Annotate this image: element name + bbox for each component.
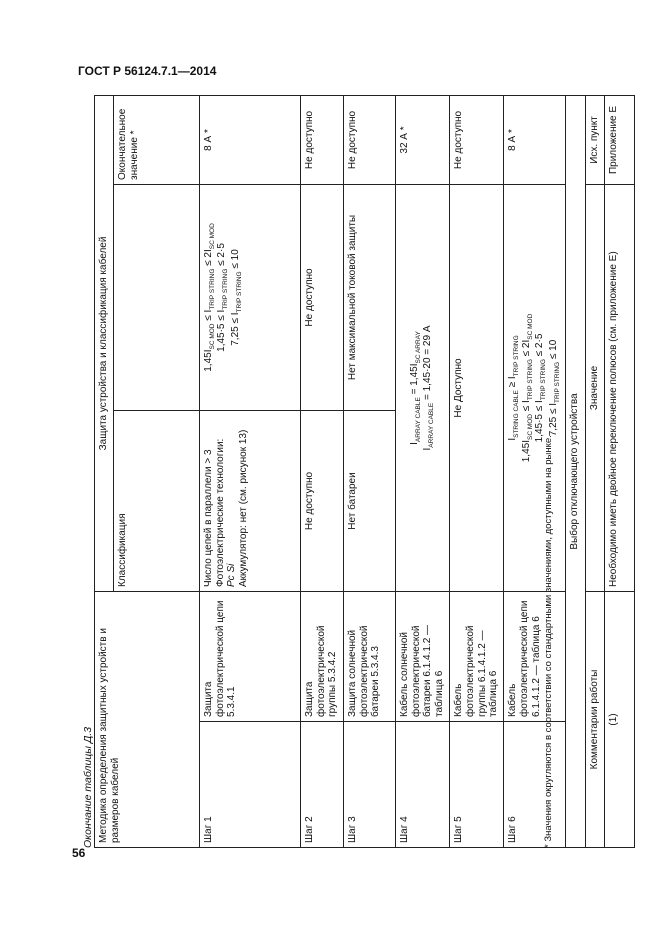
table-continuation-caption: Окончание таблицы Д.3 [82,726,94,848]
step-cell: Шаг 6 [504,722,566,848]
final-value-cell: 8 А * [504,95,566,184]
final-value-cell: Не доступно [300,95,343,184]
value-cell: Нет максимальной токовой защиты [343,184,395,410]
final-value-cell: 32 А * [395,95,449,184]
step-cell: Шаг 4 [395,722,449,848]
desc-cell: Защита солнечной фотоэлектрической батареи 5.3.4.3 [343,591,395,721]
comment-cell: (1) [604,591,634,847]
page-number: 56 [72,846,86,860]
value-cell: Необходимо иметь двойное переключение полюсов (см. приложение Е) [604,184,634,591]
method-header: Методика определения защитных устройств и размеров кабелей [95,591,200,847]
table-row [449,95,503,847]
desc-cell: Защита фотоэлектрической цепи 5.3.4.1 [199,591,300,721]
desc-cell: Защита фотоэлектрической группы 5.3.4.2 [300,591,343,721]
final-value-cell: 8 А * [199,95,300,184]
table-row [395,95,449,847]
value-formula-cell: $I_{ARRAY CABLE} = 1,45I_{SC ARRAY}$ $I_{ARRAY CABLE} = 1,45\cdot 20 = 29$ А [395,184,449,591]
device-selection-header: Выбор отключающего устройства [565,95,585,847]
protection-group-header: Защита устройства и классификация кабелей [95,95,114,591]
rotated-table-block [82,96,619,848]
final-value-cell: Не доступно [449,95,503,184]
document-header: ГОСТ Р 56124.7.1—2014 [78,64,217,78]
step-cell: Шаг 1 [199,722,300,848]
table-row [199,95,300,847]
value-formula-cell: $1,45I_{SC MOD} \le I_{TRIP STRING} \le 2I_{SC MOD}$ $1,45\cdot 5 \le I_{TRIP STRING} \le 2\cdot 5$ $7,25 \le I_{TRIP STRING} \le 10$ [199,184,300,410]
table-row [504,95,566,847]
classification-cell: Не доступно [300,410,343,591]
value-formula-cell: $I_{STRING CABLE} \ge I_{TRIP STRING}$ $1,45I_{SC MOD} \le I_{TRIP STRING} \le 2I_{SC MOD}$ $1,45\cdot 5 \le I_{TRIP STRING} \le 2\cdot 5$ $7,25 \le I_{TRIP STRING} \le 10$ [504,184,566,591]
classification-cell: Число цепей в параллели > 3 Фотоэлектрические технологии: Pc Si Аккумулятор: нет (см. рисунок 13) [199,410,300,591]
table-row [343,95,395,847]
value-header: Значение [585,184,604,591]
value-cell: Не доступно [300,184,343,410]
desc-cell: Кабель фотоэлектрической цепи 6.1.4.1.2 — таблица 6 [504,591,566,721]
value-cell: Не Доступно [449,184,503,591]
value-header-empty [113,184,199,410]
table-row [300,95,343,847]
desc-cell: Кабель фотоэлектрической группы 6.1.4.1.2 — таблица 6 [449,591,503,721]
ref-header: Исх. пункт [585,95,604,184]
step-cell: Шаг 2 [300,722,343,848]
step-cell: Шаг 3 [343,722,395,848]
final-value-cell: Не доступно [343,95,395,184]
desc-cell: Кабель солнечной фотоэлектрической батареи 6.1.4.1.2 — таблица 6 [395,591,449,721]
footnote: * Значения округляются в соответствии со стандартными значениями, доступными на рынке. [543,435,554,848]
ref-cell: Приложение Е [604,95,634,184]
classification-header: Классификация [113,410,199,591]
final-value-header: Окончательное значение * [113,95,199,184]
table-row [604,95,634,847]
classification-cell: Нет батареи [343,410,395,591]
comments-header: Комментарии работы [585,591,604,847]
step-cell: Шаг 5 [449,722,503,848]
